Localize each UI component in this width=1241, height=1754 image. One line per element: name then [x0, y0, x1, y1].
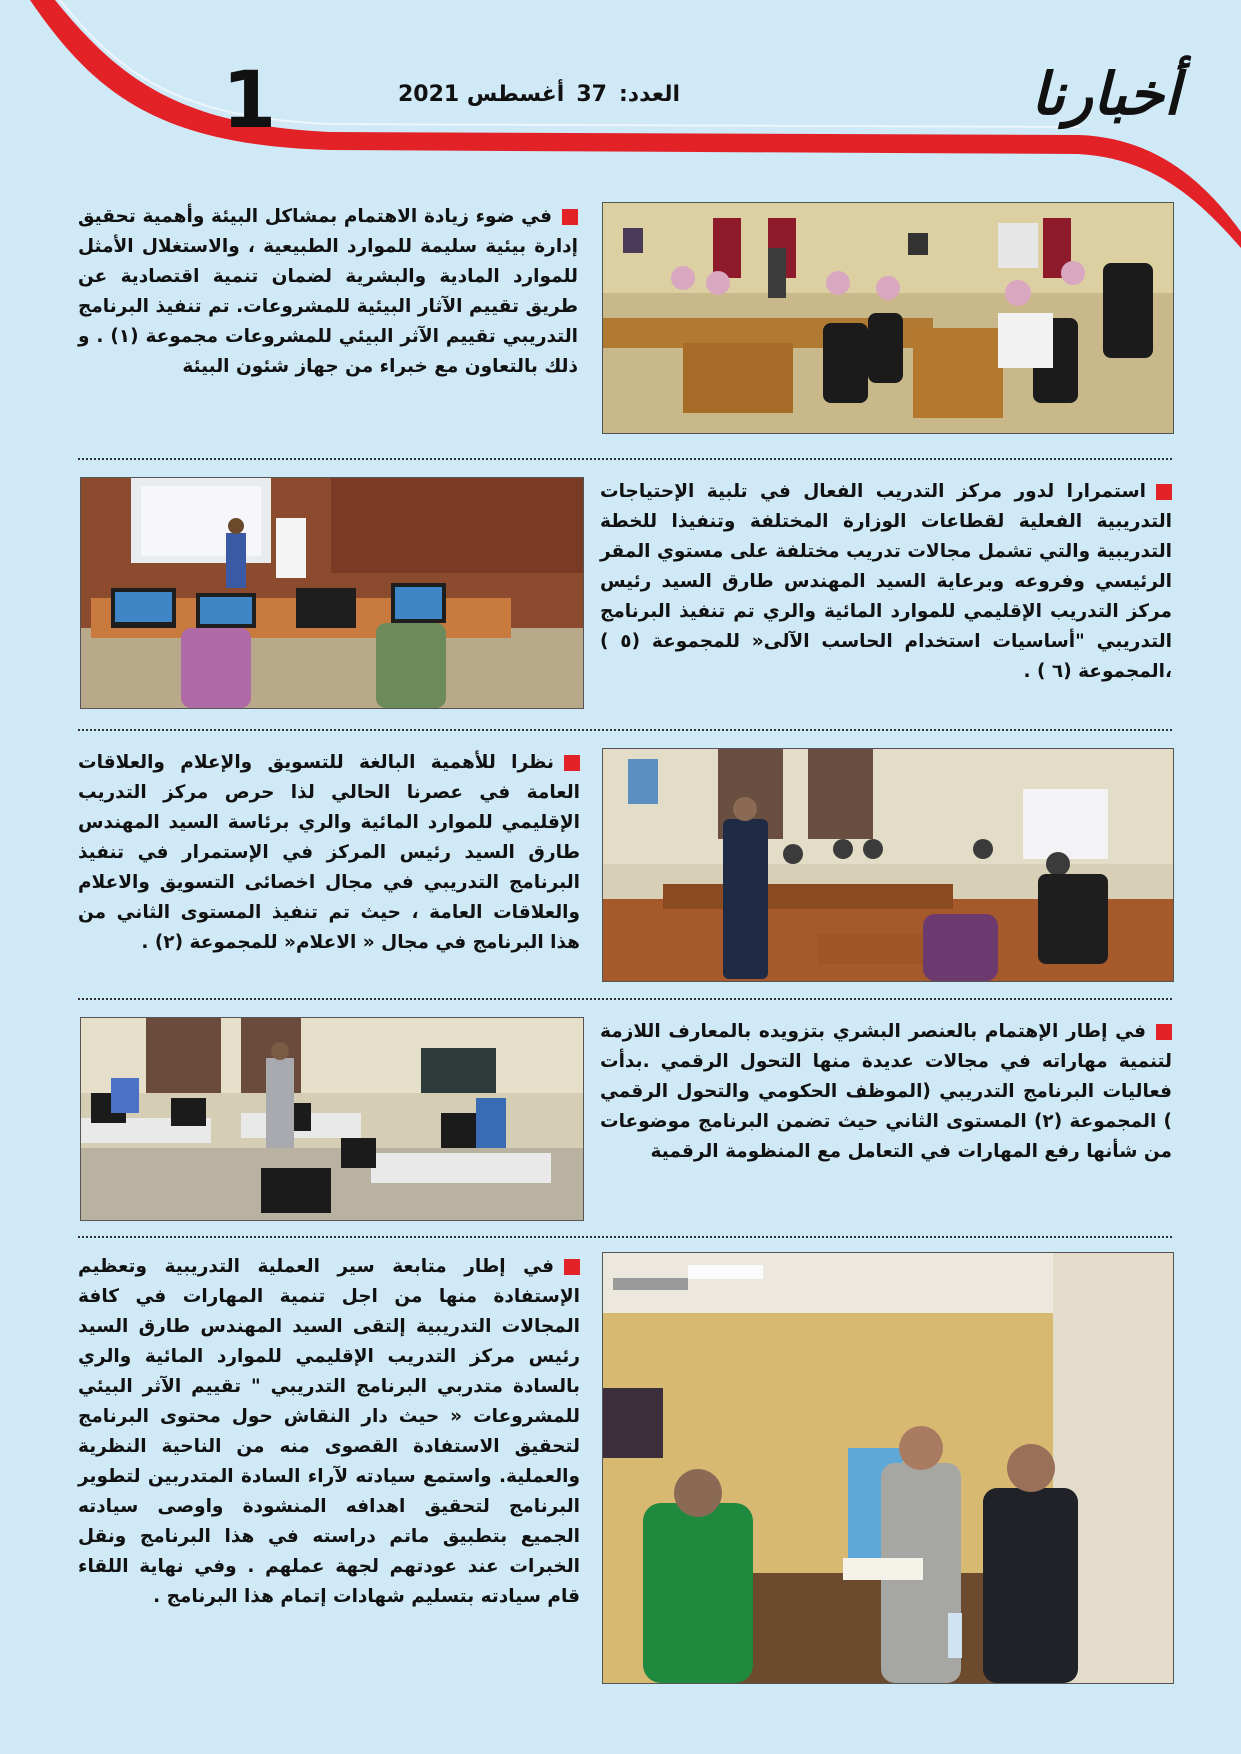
computer-room-photo — [80, 1017, 584, 1221]
issue-number: 37 — [576, 82, 607, 107]
red-square-bullet-icon — [1156, 1024, 1172, 1040]
divider — [78, 1236, 1172, 1238]
issue-label: العدد: — [618, 82, 680, 107]
article-4-text: في إطار الإهتمام بالعنصر البشري بتزويده بالمعارف اللازمة لتنمية مهاراته في مجالات عديدة منها التحول الرقمي .بدأت فعاليات البرنامج التدريبي (الموظف الحكومي والتحول الرقمي ) المجموعة (٢) المستوى الثاني حيث تضمن البرنامج موضوعات من شأنها رفع المهارات في التعامل مع المنظومة الرقمية — [600, 1021, 1172, 1162]
certificate-ceremony-photo — [602, 1252, 1174, 1684]
red-square-bullet-icon — [564, 1259, 580, 1275]
red-square-bullet-icon — [564, 755, 580, 771]
article-1-text: في ضوء زيادة الاهتمام بمشاكل البيئة وأهمية تحقيق إدارة بيئية سليمة للموارد الطبيعية ، والاستغلال الأمثل للموارد المادية والبشرية لضمان تنمية اقتصادية عن طريق تقييم الآثار البيئية للمشروعات. تم تنفيذ البرنامج التدريبي تقييم الآثر البيئي للمشروعات مجموعة (١) . و ذلك بالتعاون مع خبراء من جهاز شئون البيئة — [78, 206, 578, 377]
issue-info — [380, 82, 680, 107]
divider — [78, 998, 1172, 1000]
classroom-photo — [602, 202, 1174, 434]
article-5-text: في إطار متابعة سير العملية التدريبية وتعظيم الإستفادة منها من اجل تنمية المهارات في كافة المجالات التدريبية إلتقى السيد المهندس طارق السيد رئيس مركز التدريب الإقليمي للموارد المائية والري بالسادة متدربي البرنامج التدريبي " تقييم الآثر البيئي للمشروعات « حيث دار النقاش حول محتوى البرنامج لتحقيق الاستفادة القصوى منه من الناحية النظرية والعملية. واستمع سيادته لآراء السادة المتدربين لتطوير البرنامج لتحقيق اهدافه المنشودة واوصى سيادته الجميع بتطبيق ماتم دراسته في هذا البرنامج ونقل الخبرات عند عودتهم لجهة عملهم . وفي نهاية اللقاء قام سيادته بتسليم شهادات إتمام هذا البرنامج . — [78, 1256, 580, 1607]
red-square-bullet-icon — [562, 209, 578, 225]
red-square-bullet-icon — [1156, 484, 1172, 500]
article-2-text: استمرارا لدور مركز التدريب الفعال في تلبية الإحتياجات التدريبية الفعلية لقطاعات الوزارة المختلفة وتنفيذا للخطة التدريبية والتي تشمل مجالات تدريب مختلفة على مستوي المقر الرئيسي وفروعه وبرعاية السيد المهندس طارق السيد رئيس مركز التدريب الإقليمي للموارد المائية والري تم تنفيذ البرنامج التدريبي "أساسيات استخدام الحاسب الآلى« للمجموعة (٥ ) ،المجموعة (٦ ) . — [600, 481, 1172, 682]
lecture-photo — [602, 748, 1174, 982]
issue-date: أغسطس 2021 — [397, 82, 565, 107]
article-3-text: نظرا للأهمية البالغة للتسويق والإعلام والعلاقات العامة في عصرنا الحالي لذا حرص مركز التدريب الإقليمي للموارد المائية والري برئاسة السيد المهندس طارق السيد رئيس المركز في الإستمرار في تنفيذ البرنامج التدريبي في مجال اخصائى التسويق والاعلام والعلاقات العامة ، حيث تم تنفيذ المستوى الثاني من هذا البرنامج في مجال « الاعلام« للمجموعة (٢) . — [78, 752, 580, 953]
masthead-title: أخبارنا — [1031, 60, 1180, 128]
page-number: 1 — [222, 56, 277, 146]
divider — [78, 458, 1172, 460]
computer-lab-photo — [80, 477, 584, 709]
divider — [78, 729, 1172, 731]
